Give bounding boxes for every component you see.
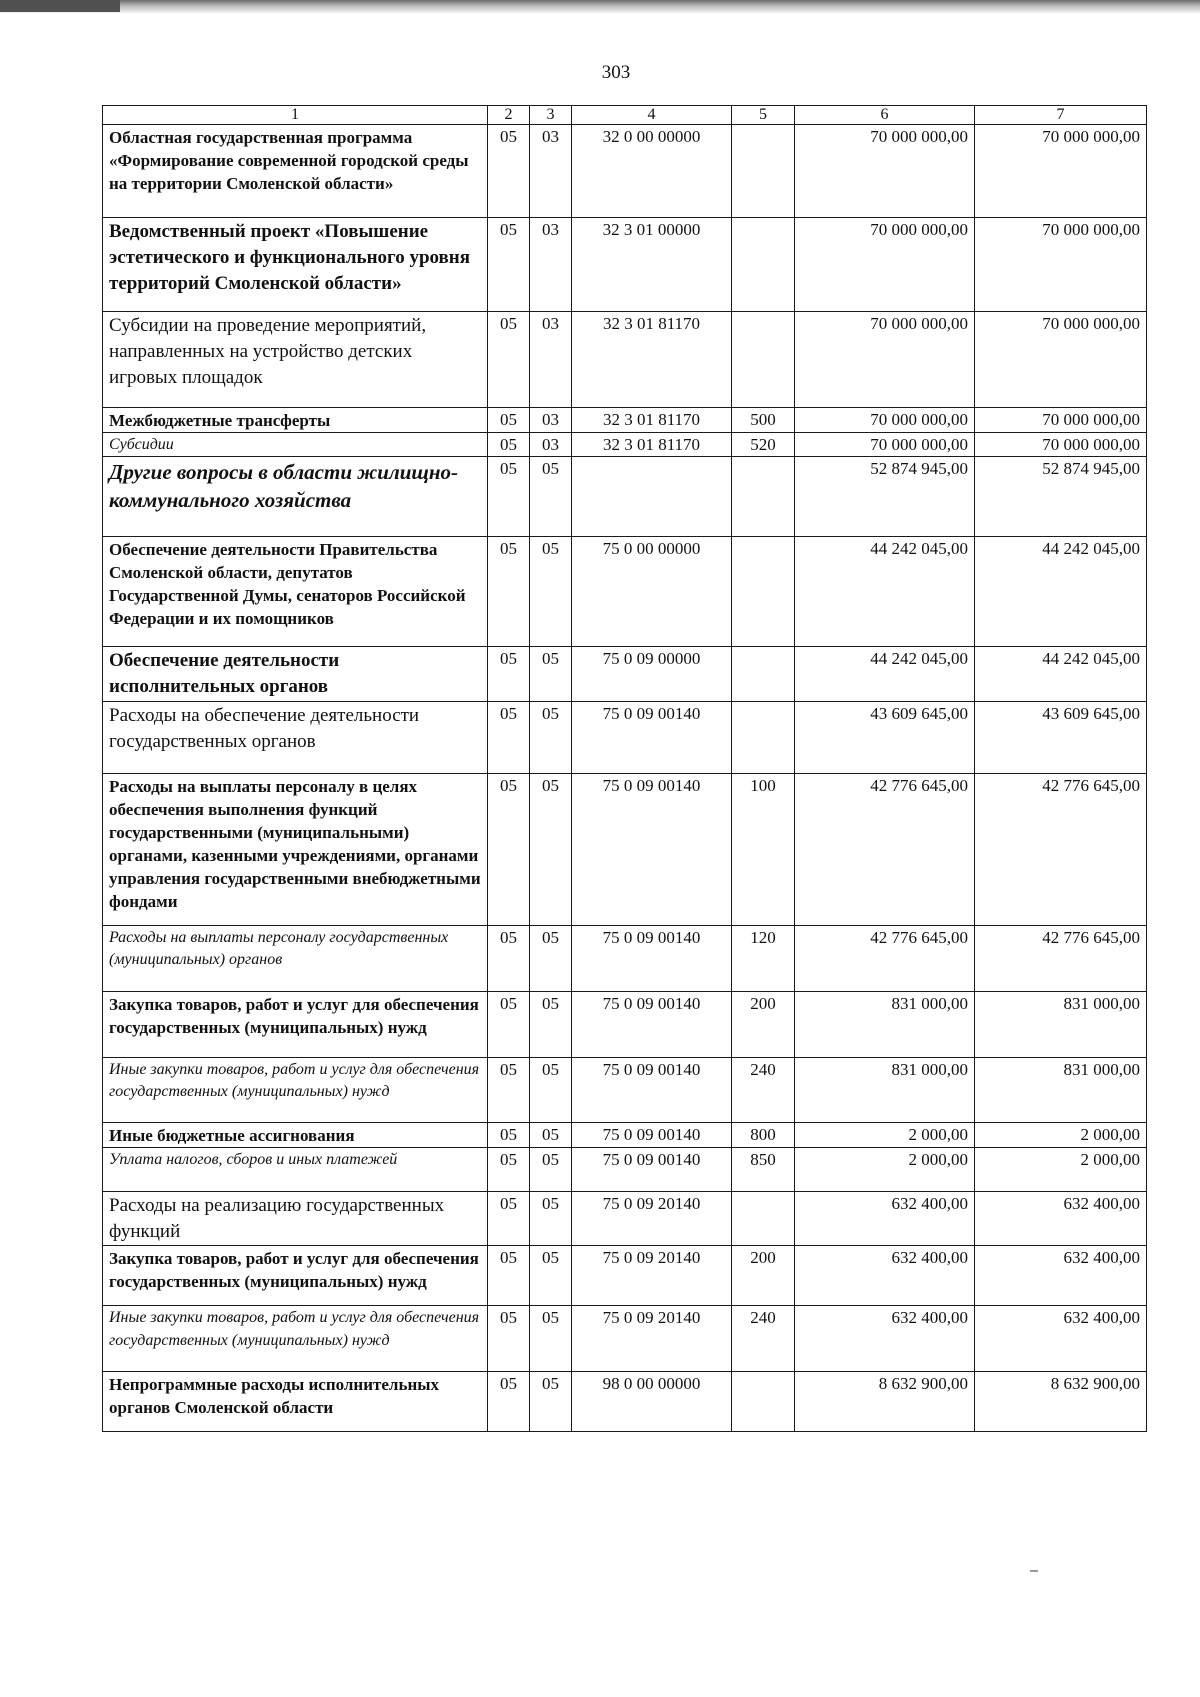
column-header-4: 4: [572, 106, 732, 125]
table-row: [103, 1191, 1147, 1245]
scan-speck: [1030, 1570, 1038, 1572]
amount-year-1: 70 000 000,00: [795, 217, 975, 311]
row-description: Областная государственная программа «Формирование современной городской среды на территории Смоленской области»: [103, 124, 488, 217]
expense-type-code: [732, 1372, 795, 1432]
section-code: 05: [488, 773, 530, 925]
subsection-code: 05: [530, 1246, 572, 1306]
row-description: Субсидии на проведение мероприятий, направленных на устройство детских игровых площадок: [103, 311, 488, 407]
scan-corner-shadow: [0, 0, 120, 12]
expense-type-code: 100: [732, 773, 795, 925]
target-article-code: 32 3 01 81170: [572, 311, 732, 407]
section-code: 05: [488, 457, 530, 537]
expense-type-code: [732, 124, 795, 217]
amount-year-1: 831 000,00: [795, 991, 975, 1057]
row-description: Иные закупки товаров, работ и услуг для обеспечения государственных (муниципальных) нужд: [103, 1306, 488, 1372]
amount-year-2: 2 000,00: [975, 1122, 1147, 1147]
expense-type-code: 500: [732, 407, 795, 432]
table-row: [103, 1122, 1147, 1147]
column-header-1: 1: [103, 106, 488, 125]
expense-type-code: [732, 311, 795, 407]
target-article-code: 75 0 09 00000: [572, 647, 732, 701]
target-article-code: 75 0 09 00140: [572, 1122, 732, 1147]
expense-type-code: 240: [732, 1057, 795, 1122]
expense-type-code: 200: [732, 991, 795, 1057]
amount-year-2: 831 000,00: [975, 1057, 1147, 1122]
row-description: Непрограммные расходы исполнительных органов Смоленской области: [103, 1372, 488, 1432]
subsection-code: 05: [530, 647, 572, 701]
amount-year-2: 70 000 000,00: [975, 432, 1147, 456]
column-number-row: [103, 106, 1147, 125]
amount-year-1: 42 776 645,00: [795, 773, 975, 925]
target-article-code: 32 3 01 81170: [572, 407, 732, 432]
amount-year-2: 70 000 000,00: [975, 124, 1147, 217]
subsection-code: 05: [530, 1057, 572, 1122]
amount-year-1: 632 400,00: [795, 1306, 975, 1372]
expense-type-code: [732, 701, 795, 773]
amount-year-1: 52 874 945,00: [795, 457, 975, 537]
section-code: 05: [488, 1246, 530, 1306]
section-code: 05: [488, 1122, 530, 1147]
section-code: 05: [488, 432, 530, 456]
amount-year-1: 70 000 000,00: [795, 311, 975, 407]
amount-year-1: 8 632 900,00: [795, 1372, 975, 1432]
expense-type-code: [732, 1191, 795, 1245]
table-row: [103, 1057, 1147, 1122]
expense-type-code: 240: [732, 1306, 795, 1372]
amount-year-1: 70 000 000,00: [795, 124, 975, 217]
amount-year-1: 632 400,00: [795, 1191, 975, 1245]
target-article-code: 75 0 09 00140: [572, 925, 732, 991]
row-description: Иные закупки товаров, работ и услуг для обеспечения государственных (муниципальных) нужд: [103, 1057, 488, 1122]
row-description: Расходы на выплаты персоналу государственных (муниципальных) органов: [103, 925, 488, 991]
target-article-code: 75 0 09 00140: [572, 773, 732, 925]
row-description: Ведомственный проект «Повышение эстетического и функционального уровня территорий Смоленской области»: [103, 217, 488, 311]
expense-type-code: 520: [732, 432, 795, 456]
table-row: [103, 647, 1147, 701]
section-code: 05: [488, 407, 530, 432]
table-row: [103, 457, 1147, 537]
target-article-code: 32 3 01 81170: [572, 432, 732, 456]
amount-year-1: 44 242 045,00: [795, 647, 975, 701]
section-code: 05: [488, 1306, 530, 1372]
subsection-code: 03: [530, 432, 572, 456]
section-code: 05: [488, 311, 530, 407]
budget-table: [102, 105, 1147, 1432]
column-header-5: 5: [732, 106, 795, 125]
amount-year-2: 632 400,00: [975, 1306, 1147, 1372]
expense-type-code: [732, 217, 795, 311]
amount-year-1: 2 000,00: [795, 1147, 975, 1191]
table-row: [103, 311, 1147, 407]
row-description: Обеспечение деятельности Правительства Смоленской области, депутатов Государственной Думы, сенаторов Российской Федерации и их помощников: [103, 537, 488, 647]
target-article-code: [572, 457, 732, 537]
table-row: [103, 1306, 1147, 1372]
target-article-code: 75 0 09 00140: [572, 1057, 732, 1122]
section-code: 05: [488, 991, 530, 1057]
subsection-code: 05: [530, 1122, 572, 1147]
subsection-code: 05: [530, 1191, 572, 1245]
amount-year-2: 70 000 000,00: [975, 311, 1147, 407]
table-row: [103, 217, 1147, 311]
column-header-7: 7: [975, 106, 1147, 125]
section-code: 05: [488, 925, 530, 991]
section-code: 05: [488, 701, 530, 773]
amount-year-2: 8 632 900,00: [975, 1372, 1147, 1432]
table-row: [103, 1147, 1147, 1191]
table-row: [103, 432, 1147, 456]
scan-edge-shadow: [0, 0, 1200, 14]
amount-year-2: 632 400,00: [975, 1246, 1147, 1306]
row-description: Закупка товаров, работ и услуг для обеспечения государственных (муниципальных) нужд: [103, 1246, 488, 1306]
subsection-code: 05: [530, 991, 572, 1057]
subsection-code: 05: [530, 1147, 572, 1191]
row-description: Другие вопросы в области жилищно-коммунального хозяйства: [103, 457, 488, 537]
row-description: Расходы на обеспечение деятельности государственных органов: [103, 701, 488, 773]
amount-year-2: 70 000 000,00: [975, 407, 1147, 432]
target-article-code: 32 3 01 00000: [572, 217, 732, 311]
amount-year-1: 42 776 645,00: [795, 925, 975, 991]
target-article-code: 75 0 00 00000: [572, 537, 732, 647]
amount-year-2: 42 776 645,00: [975, 925, 1147, 991]
amount-year-2: 632 400,00: [975, 1191, 1147, 1245]
subsection-code: 05: [530, 537, 572, 647]
amount-year-2: 44 242 045,00: [975, 537, 1147, 647]
amount-year-1: 70 000 000,00: [795, 432, 975, 456]
subsection-code: 03: [530, 217, 572, 311]
expense-type-code: 850: [732, 1147, 795, 1191]
row-description: Расходы на выплаты персоналу в целях обеспечения выполнения функций государственными (муниципальными) органами, казенными учреждениями, органами управления государственными внебюджетными фондами: [103, 773, 488, 925]
row-description: Закупка товаров, работ и услуг для обеспечения государственных (муниципальных) нужд: [103, 991, 488, 1057]
amount-year-1: 44 242 045,00: [795, 537, 975, 647]
target-article-code: 75 0 09 20140: [572, 1191, 732, 1245]
section-code: 05: [488, 1147, 530, 1191]
table-row: [103, 991, 1147, 1057]
row-description: Обеспечение деятельности исполнительных органов: [103, 647, 488, 701]
section-code: 05: [488, 537, 530, 647]
amount-year-2: 70 000 000,00: [975, 217, 1147, 311]
table-row: [103, 773, 1147, 925]
table-row: [103, 407, 1147, 432]
target-article-code: 75 0 09 00140: [572, 701, 732, 773]
amount-year-1: 632 400,00: [795, 1246, 975, 1306]
subsection-code: 05: [530, 701, 572, 773]
target-article-code: 75 0 09 00140: [572, 1147, 732, 1191]
amount-year-2: 52 874 945,00: [975, 457, 1147, 537]
expense-type-code: [732, 647, 795, 701]
table-row: [103, 701, 1147, 773]
subsection-code: 05: [530, 1306, 572, 1372]
amount-year-1: 70 000 000,00: [795, 407, 975, 432]
amount-year-2: 44 242 045,00: [975, 647, 1147, 701]
row-description: Иные бюджетные ассигнования: [103, 1122, 488, 1147]
table-row: [103, 124, 1147, 217]
column-header-6: 6: [795, 106, 975, 125]
section-code: 05: [488, 124, 530, 217]
column-header-2: 2: [488, 106, 530, 125]
section-code: 05: [488, 1191, 530, 1245]
target-article-code: 75 0 09 00140: [572, 991, 732, 1057]
amount-year-1: 831 000,00: [795, 1057, 975, 1122]
target-article-code: 75 0 09 20140: [572, 1246, 732, 1306]
expense-type-code: 120: [732, 925, 795, 991]
subsection-code: 03: [530, 124, 572, 217]
subsection-code: 03: [530, 407, 572, 432]
expense-type-code: [732, 537, 795, 647]
row-description: Субсидии: [103, 432, 488, 456]
subsection-code: 03: [530, 311, 572, 407]
table-row: [103, 1372, 1147, 1432]
expense-type-code: [732, 457, 795, 537]
table-row: [103, 537, 1147, 647]
row-description: Межбюджетные трансферты: [103, 407, 488, 432]
expense-type-code: 200: [732, 1246, 795, 1306]
amount-year-2: 43 609 645,00: [975, 701, 1147, 773]
row-description: Уплата налогов, сборов и иных платежей: [103, 1147, 488, 1191]
amount-year-1: 2 000,00: [795, 1122, 975, 1147]
page-number: 303: [601, 62, 631, 83]
row-description: Расходы на реализацию государственных функций: [103, 1191, 488, 1245]
target-article-code: 32 0 00 00000: [572, 124, 732, 217]
subsection-code: 05: [530, 925, 572, 991]
amount-year-1: 43 609 645,00: [795, 701, 975, 773]
section-code: 05: [488, 217, 530, 311]
target-article-code: 75 0 09 20140: [572, 1306, 732, 1372]
expense-type-code: 800: [732, 1122, 795, 1147]
section-code: 05: [488, 647, 530, 701]
section-code: 05: [488, 1057, 530, 1122]
section-code: 05: [488, 1372, 530, 1432]
subsection-code: 05: [530, 457, 572, 537]
amount-year-2: 2 000,00: [975, 1147, 1147, 1191]
target-article-code: 98 0 00 00000: [572, 1372, 732, 1432]
subsection-code: 05: [530, 1372, 572, 1432]
amount-year-2: 42 776 645,00: [975, 773, 1147, 925]
column-header-3: 3: [530, 106, 572, 125]
table-row: [103, 925, 1147, 991]
amount-year-2: 831 000,00: [975, 991, 1147, 1057]
table-row: [103, 1246, 1147, 1306]
subsection-code: 05: [530, 773, 572, 925]
